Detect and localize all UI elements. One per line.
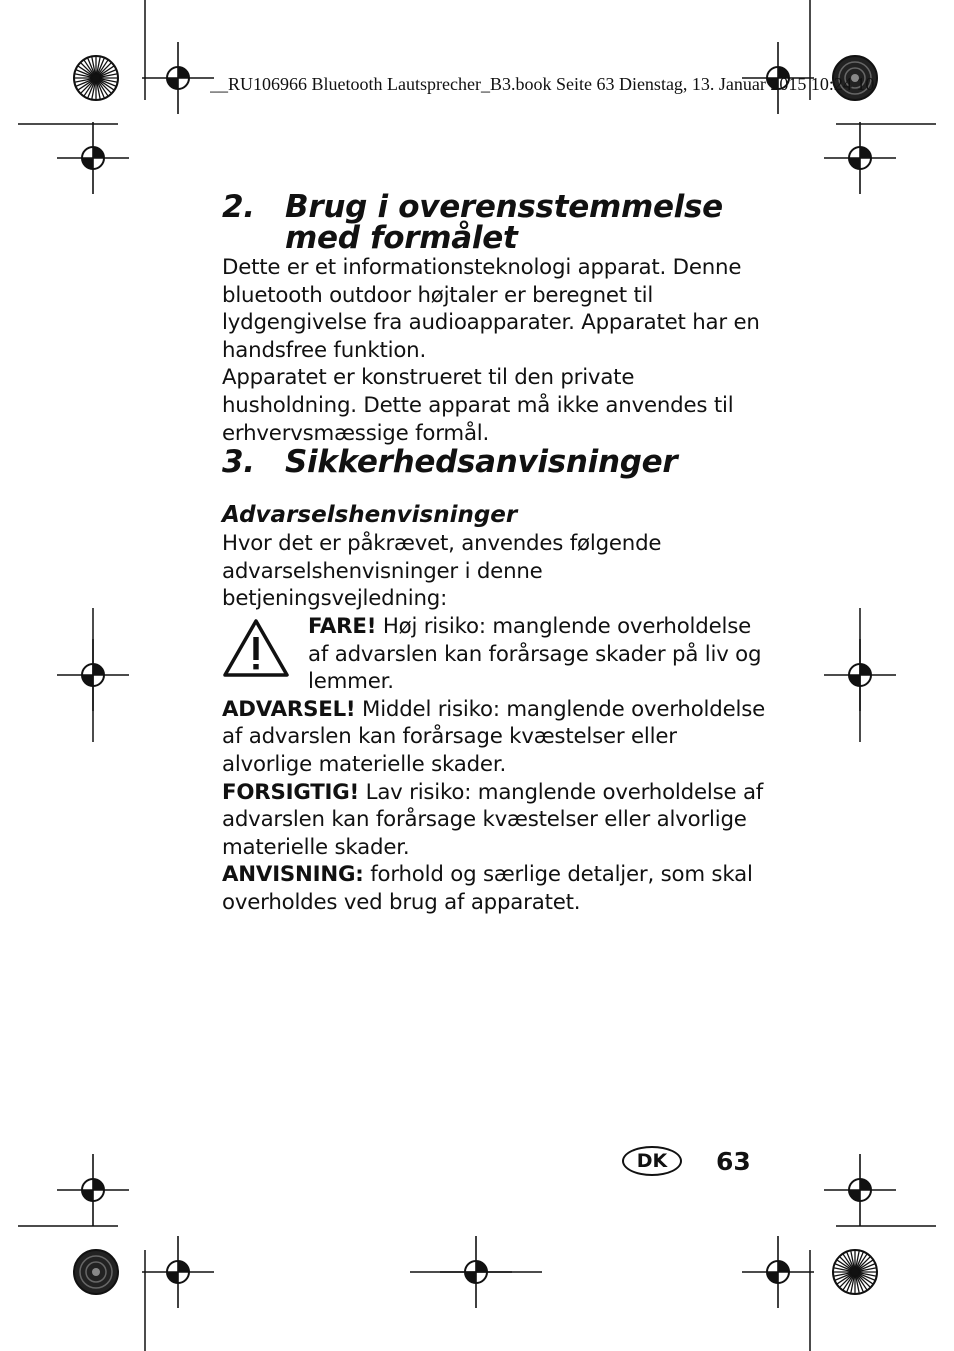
section-2-paragraph-1: Dette er et informationsteknologi apparat. Denne bluetooth outdoor højtaler er beregnet til lydgengivelse fra audioapparater. Apparatet har en handsfree funktion.: [222, 255, 760, 363]
forsigtig-label: FORSIGTIG!: [222, 779, 360, 805]
print-header: __RU106966 Bluetooth Lautsprecher_B3.book Seite 63 Dienstag, 13. Januar 2015 10:24 10: [210, 74, 875, 94]
anvisning-label: ANVISNING:: [222, 862, 364, 888]
warning-triangle-icon: [222, 617, 290, 679]
color-target-icon: [833, 1250, 877, 1294]
section-title: Sikkerhedsanvisninger: [285, 444, 678, 481]
section-title: Brug i overensstemmelse med formålet: [285, 189, 723, 256]
page-content: [222, 189, 767, 916]
page-footer: [622, 1146, 751, 1176]
danger-warning-block: [222, 613, 767, 696]
color-target-icon: [74, 1250, 118, 1294]
advarsel-label: ADVARSEL!: [222, 696, 356, 722]
section-2-heading: [222, 189, 767, 256]
advarsel-warning-text: ADVARSEL! Middel risiko: manglende overholdelse af advarslen kan forårsage kvæstelser eller alvorlige materielle skader.: [222, 696, 765, 777]
section-number: 3.: [222, 444, 255, 481]
warnings-intro: Hvor det er påkrævet, anvendes følgende advarselshenvisninger i denne betjeningsvejledning:: [222, 531, 662, 612]
section-number: 2.: [222, 189, 255, 225]
forsigtig-warning-text: FORSIGTIG! Lav risiko: manglende overholdelse af advarslen kan forårsage kvæstelser eller alvorlige materielle skader.: [222, 779, 764, 860]
anvisning-note-text: ANVISNING: forhold og særlige detaljer, som skal overholdes ved brug af apparatet.: [222, 862, 753, 915]
section-2-paragraph-2: Apparatet er konstrueret til den private husholdning. Dette apparat må ikke anvendes til erhvervsmæssige formål.: [222, 365, 734, 446]
warnings-subheading: Advarselshenvisninger: [222, 502, 518, 529]
page-number: 63: [716, 1146, 751, 1176]
danger-warning-text: FARE! Høj risiko: manglende overholdelse af advarslen kan forårsage skader på liv og lemmer.: [308, 613, 762, 695]
language-badge: DK: [622, 1146, 682, 1176]
color-target-icon: [74, 56, 118, 100]
danger-label: FARE!: [308, 613, 377, 639]
section-3-heading: [222, 444, 767, 481]
